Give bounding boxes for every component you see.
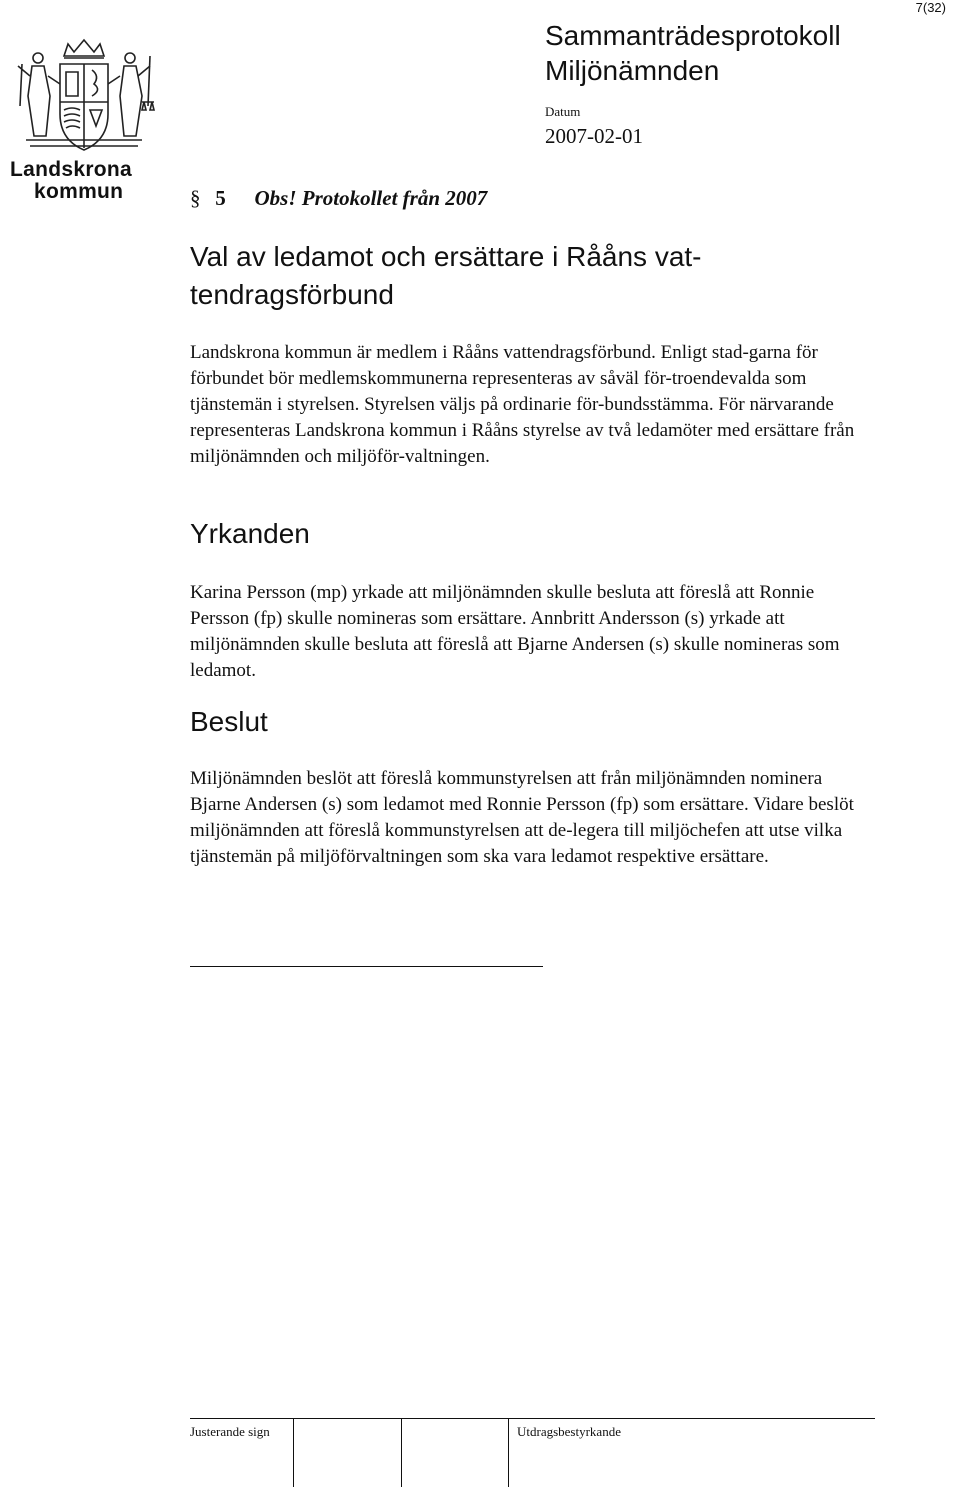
- coat-of-arms-icon: [8, 36, 158, 158]
- section-heading: [190, 186, 487, 211]
- item-title: Val av ledamot och ersättare i Rååns vat-tendragsförbund: [190, 241, 702, 310]
- section-number: 5: [215, 186, 226, 210]
- footer-extract-divider: [508, 1418, 509, 1487]
- page-number: 7(32): [915, 0, 946, 15]
- yrkanden-paragraph: Karina Persson (mp) yrkade att miljönämnden skulle besluta att föreslå att Ronnie Persson (fp) skulle nomineras som ersättare. Annbritt Andersson (s) yrkade att miljönämnden skulle besluta att föreslå att Bjarne Andersen (s) skulle nomineras som ledamot.: [190, 582, 840, 681]
- logo-text-landskrona: Landskrona: [10, 158, 133, 181]
- beslut-heading: Beslut: [190, 706, 268, 737]
- beslut-paragraph: Miljönämnden beslöt att föreslå kommunstyrelsen att från miljönämnden nominera Bjarne Andersen (s) som ledamot med Ronnie Persson (fp) som ersättare. Vidare beslöt miljönämnden att föreslå kommunstyrelsen att de-legera till miljöchefen att utse vilka tjänstemän på miljöförvaltningen som ska vara ledamot respektive ersättare.: [190, 768, 854, 867]
- section-note: Obs! Protokollet från 2007: [254, 186, 488, 210]
- document-title: Sammanträdesprotokoll: [545, 20, 841, 51]
- date-value: 2007-02-01: [545, 124, 643, 148]
- footer-extract-label: Utdragsbestyrkande: [517, 1424, 621, 1439]
- intro-paragraph: Landskrona kommun är medlem i Rååns vattendragsförbund. Enligt stad-garna för förbundet bör medlemskommunerna representeras av såväl för-troendevalda som tjänstemän i styrelsen. Styrelsen väljs på ordinarie för-bundsstämma. För närvarande representeras Landskrona kommun i Rååns styrelse av två ledamöter med ersättare från miljönämnden och miljöför-valtningen.: [190, 342, 855, 467]
- yrkanden-heading: Yrkanden: [190, 518, 310, 549]
- logo-text-kommun: kommun: [34, 180, 124, 203]
- footer-sign-box-divider: [401, 1418, 402, 1487]
- footer-sign-label: Justerande sign: [190, 1424, 270, 1439]
- date-label: Datum: [545, 104, 581, 119]
- signature-line: [190, 966, 543, 967]
- paragraph-symbol: §: [190, 186, 201, 210]
- committee-name: Miljönämnden: [545, 55, 720, 86]
- footer-sign-box-divider: [293, 1418, 294, 1487]
